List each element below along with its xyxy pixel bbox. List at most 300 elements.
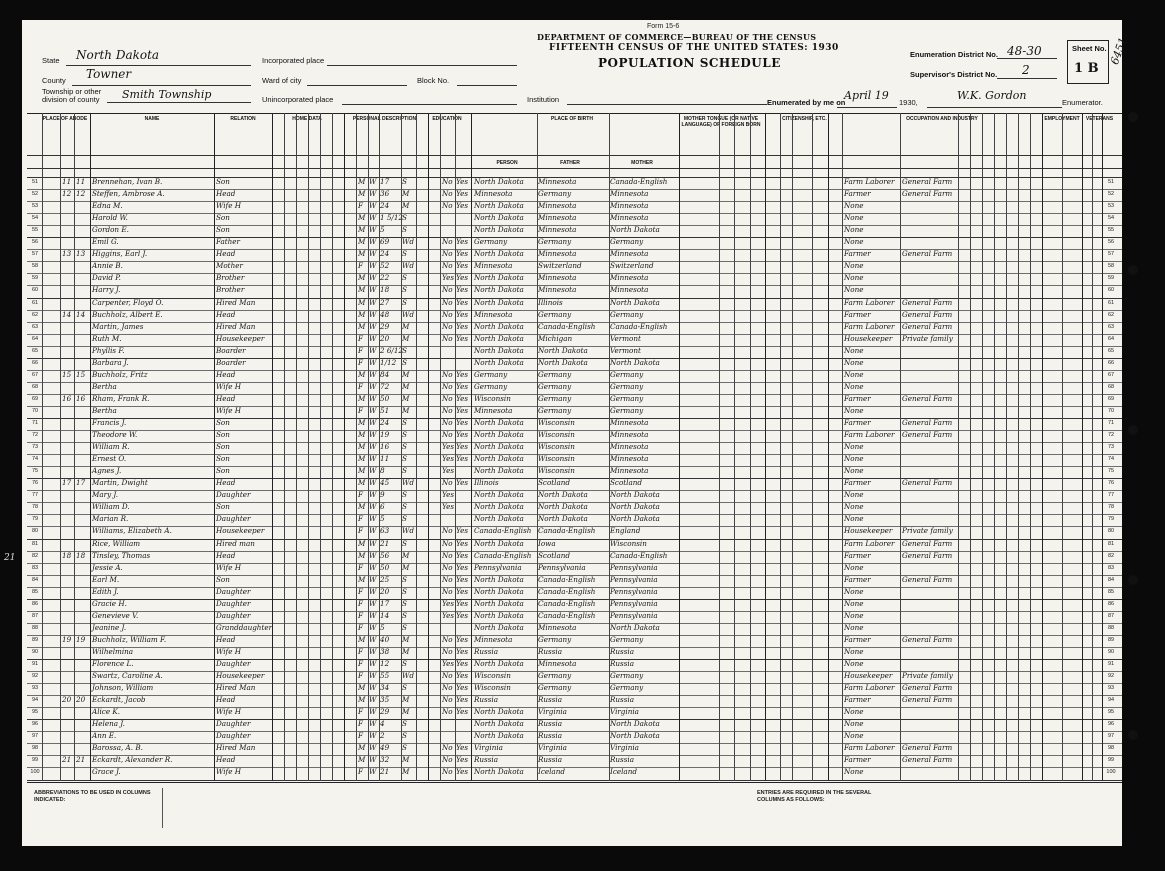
- person-name: Marian R.: [92, 514, 129, 524]
- family-number: 11: [76, 177, 86, 186]
- industry: General Farm: [902, 249, 953, 259]
- race: W: [369, 297, 377, 307]
- read-write: Yes: [456, 610, 469, 620]
- sex: M: [358, 393, 366, 403]
- marital-status: S: [402, 502, 407, 512]
- dwelling-number: 21: [62, 755, 72, 765]
- line-number: 66: [31, 359, 39, 366]
- birthplace-father: Germany: [538, 381, 572, 391]
- marital-status: S: [402, 683, 407, 693]
- form-number: Form 15-6: [647, 23, 680, 30]
- column-rule: [765, 113, 766, 781]
- column-rule: [792, 113, 793, 781]
- relation: Wife H: [216, 767, 242, 777]
- line-number: 53: [31, 203, 39, 210]
- footer-abbreviations: ABBREVIATIONS TO BE USED IN COLUMNS INDICATED:: [34, 790, 151, 803]
- marital-status: S: [402, 598, 407, 608]
- family-number: 16: [76, 393, 86, 403]
- race: W: [369, 634, 377, 644]
- dwelling-number: 11: [62, 177, 72, 186]
- sex: F: [358, 622, 363, 632]
- relation: Son: [216, 225, 230, 235]
- race: W: [369, 177, 377, 186]
- marital-status: S: [402, 659, 407, 668]
- birthplace-father: Germany: [538, 634, 572, 644]
- column-rule: [416, 113, 417, 781]
- binder-hole: [1128, 575, 1138, 585]
- sex: M: [358, 574, 366, 584]
- family-number: 21: [76, 755, 86, 765]
- read-write: Yes: [456, 333, 469, 343]
- marital-status: S: [402, 442, 407, 452]
- attended-school: No: [442, 767, 453, 777]
- birthplace-mother: Vermont: [610, 345, 641, 355]
- birthplace-mother: Minnesota: [610, 213, 649, 223]
- family-number: 15: [76, 369, 86, 379]
- birthplace-father: Minnesota: [538, 273, 577, 283]
- column-rule: [42, 113, 43, 781]
- age: 32: [380, 755, 390, 765]
- marital-status: M: [402, 755, 410, 765]
- marital-status: S: [402, 213, 407, 223]
- occupation: None: [844, 237, 864, 247]
- line-number-right: 71: [1107, 420, 1115, 426]
- line-number-right: 63: [1107, 323, 1115, 330]
- family-number: 17: [76, 478, 86, 488]
- line-number: 56: [31, 239, 39, 246]
- line-number-right: 92: [1107, 673, 1115, 680]
- read-write: Yes: [456, 393, 469, 403]
- race: W: [369, 538, 377, 548]
- person-name: Ann E.: [92, 731, 117, 741]
- age: 22: [380, 273, 390, 283]
- birthplace-mother: Germany: [610, 393, 644, 403]
- age: 34: [380, 683, 390, 693]
- line-number: 90: [31, 648, 39, 655]
- age: 17: [380, 177, 390, 186]
- line-number: 64: [31, 335, 39, 342]
- birthplace-father: Wisconsin: [538, 418, 575, 427]
- enumerated-label: Enumerated by me on: [767, 98, 846, 107]
- birthplace-father: Wisconsin: [538, 430, 575, 440]
- schedule-title: POPULATION SCHEDULE: [598, 56, 781, 70]
- birthplace-father: Germany: [538, 237, 572, 247]
- person-name: Buchholz, William F.: [92, 634, 167, 644]
- age: 40: [380, 634, 390, 644]
- age: 25: [380, 574, 390, 584]
- attended-school: No: [442, 321, 453, 331]
- line-number-right: 59: [1107, 275, 1115, 282]
- race: W: [369, 707, 377, 717]
- line-number-right: 67: [1107, 371, 1115, 378]
- industry: General Farm: [902, 478, 953, 488]
- age: 2 6/12: [380, 345, 403, 355]
- read-write: Yes: [456, 321, 469, 331]
- column-rule: [401, 113, 402, 781]
- line-number-right: 90: [1107, 648, 1115, 655]
- relation: Brother: [216, 273, 245, 283]
- relation: Daughter: [216, 659, 251, 668]
- person-name: Wilhelmina: [92, 646, 134, 656]
- column-rule: [982, 113, 983, 781]
- attended-school: Yes: [442, 454, 455, 464]
- race: W: [369, 430, 377, 440]
- relation: Head: [216, 249, 236, 259]
- line-number: 79: [31, 516, 39, 523]
- birthplace-person: Minnesota: [474, 261, 513, 271]
- birthplace-father: Iowa: [538, 538, 556, 548]
- occupation: None: [844, 610, 864, 620]
- footer-entries: ENTRIES ARE REQUIRED IN THE SEVERAL COLUMNS AS FOLLOWS:: [757, 790, 872, 803]
- birthplace-mother: England: [610, 526, 641, 536]
- enum-district-label: Enumeration District No.: [910, 50, 998, 59]
- marital-status: M: [402, 369, 410, 379]
- section-relation: RELATION: [230, 116, 256, 122]
- birthplace-father: Canada-English: [538, 526, 596, 536]
- birthplace-father: Canada-English: [538, 321, 596, 331]
- section-place-of-birth: PLACE OF BIRTH: [551, 116, 593, 122]
- dwelling-number: 16: [62, 393, 72, 403]
- line-number: 69: [31, 395, 39, 402]
- read-write: Yes: [456, 309, 469, 319]
- race: W: [369, 345, 377, 355]
- birthplace-mother: Virginia: [610, 743, 639, 753]
- relation: Housekeeper: [216, 333, 265, 343]
- race: W: [369, 610, 377, 620]
- column-rule: [1092, 113, 1093, 781]
- marital-status: S: [402, 273, 407, 283]
- dwelling-number: 13: [62, 249, 72, 259]
- race: W: [369, 659, 377, 668]
- binder-hole: [1128, 265, 1138, 275]
- family-number: 20: [76, 695, 86, 705]
- birthplace-mother: Scotland: [610, 478, 642, 488]
- line-number: 59: [31, 275, 39, 282]
- birthplace-father: Illinois: [538, 297, 563, 307]
- birthplace-father: Michigan: [538, 333, 573, 343]
- person-name: Buchholz, Albert E.: [92, 309, 163, 319]
- read-write: Yes: [456, 369, 469, 379]
- race: W: [369, 574, 377, 584]
- birthplace-father: North Dakota: [538, 345, 588, 355]
- relation: Daughter: [216, 586, 251, 596]
- birthplace-person: North Dakota: [474, 225, 524, 235]
- marital-status: Wd: [402, 237, 414, 247]
- age: 1/12: [380, 357, 397, 367]
- birthplace-mother: North Dakota: [610, 490, 660, 500]
- relation: Son: [216, 177, 230, 186]
- person-name: Ruth M.: [92, 333, 122, 343]
- relation: Head: [216, 478, 236, 488]
- read-write: Yes: [456, 285, 469, 295]
- relation: Head: [216, 550, 236, 560]
- age: 20: [380, 586, 390, 596]
- sex: F: [358, 586, 363, 596]
- age: 63: [380, 526, 390, 536]
- birthplace-person: North Dakota: [474, 333, 524, 343]
- line-number: 94: [31, 697, 39, 704]
- birthplace-father: Russia: [538, 695, 563, 705]
- column-rule: [1018, 113, 1019, 781]
- race: W: [369, 490, 377, 500]
- column-rule: [214, 113, 215, 781]
- birthplace-mother: Virginia: [610, 707, 639, 717]
- birthplace-father: Wisconsin: [538, 442, 575, 452]
- birthplace-person: North Dakota: [474, 538, 524, 548]
- race: W: [369, 683, 377, 693]
- occupation: None: [844, 345, 864, 355]
- industry: General Farm: [902, 177, 953, 186]
- marital-status: M: [402, 189, 410, 199]
- attended-school: No: [442, 393, 453, 403]
- birthplace-mother: North Dakota: [610, 357, 660, 367]
- birthplace-father: Germany: [538, 189, 572, 199]
- birthplace-person: North Dakota: [474, 177, 524, 186]
- person-name: Helena J.: [92, 719, 125, 729]
- attended-school: No: [442, 381, 453, 391]
- marital-status: M: [402, 201, 410, 211]
- attended-school: Yes: [442, 502, 455, 512]
- attended-school: Yes: [442, 442, 455, 452]
- read-write: Yes: [456, 598, 469, 608]
- race: W: [369, 309, 377, 319]
- occupation: None: [844, 659, 864, 668]
- birthplace-person: North Dakota: [474, 273, 524, 283]
- occupation: None: [844, 719, 864, 729]
- occupation: Farm Laborer: [844, 297, 895, 307]
- person-name: William R.: [92, 442, 130, 452]
- binder-hole: [1128, 112, 1138, 122]
- sex: M: [358, 177, 366, 186]
- line-number-right: 99: [1107, 757, 1115, 764]
- line-number: 62: [31, 311, 39, 318]
- marital-status: S: [402, 466, 407, 476]
- occupation: None: [844, 381, 864, 391]
- age: 36: [380, 189, 390, 199]
- attended-school: Yes: [442, 610, 455, 620]
- age: 11: [380, 454, 390, 464]
- read-write: Yes: [456, 538, 469, 548]
- person-name: Johnson, William: [92, 683, 154, 693]
- birthplace-person: North Dakota: [474, 285, 524, 295]
- relation: Boarder: [216, 345, 246, 355]
- occupation: None: [844, 442, 864, 452]
- marital-status: S: [402, 430, 407, 440]
- birthplace-mother: Germany: [610, 671, 644, 681]
- enum-district-value: 48-30: [1007, 44, 1042, 58]
- dwelling-number: 18: [62, 550, 72, 560]
- read-write: Yes: [456, 454, 469, 464]
- margin-note: 21: [4, 553, 16, 563]
- race: W: [369, 393, 377, 403]
- birthplace-father: Germany: [538, 369, 572, 379]
- line-number-right: 60: [1107, 287, 1115, 294]
- birthplace-person: North Dakota: [474, 719, 524, 729]
- line-number: 97: [31, 733, 39, 740]
- birth-subhead-father: FATHER: [560, 160, 580, 166]
- birthplace-mother: Pennsylvania: [610, 598, 658, 608]
- person-name: Alice K.: [92, 707, 121, 717]
- relation: Daughter: [216, 598, 251, 608]
- race: W: [369, 502, 377, 512]
- township-value: Smith Township: [122, 88, 212, 101]
- occupation: None: [844, 213, 864, 223]
- birth-subhead-mother: MOTHER: [631, 160, 653, 166]
- sex: M: [358, 249, 366, 259]
- relation: Daughter: [216, 514, 251, 524]
- relation: Son: [216, 502, 230, 512]
- department-title: DEPARTMENT OF COMMERCE—BUREAU OF THE CENSUS: [537, 32, 817, 42]
- marital-status: S: [402, 514, 407, 524]
- birthplace-person: North Dakota: [474, 490, 524, 500]
- occupation: None: [844, 586, 864, 596]
- age: 4: [380, 719, 385, 729]
- industry: Private family: [902, 671, 953, 681]
- birthplace-person: North Dakota: [474, 297, 524, 307]
- relation: Hired Man: [216, 297, 256, 307]
- dwelling-number: 15: [62, 369, 72, 379]
- birthplace-father: Wisconsin: [538, 454, 575, 464]
- sex: M: [358, 743, 366, 753]
- line-number: 75: [31, 468, 39, 475]
- line-number: 81: [31, 540, 39, 547]
- birthplace-father: Minnesota: [538, 285, 577, 295]
- birthplace-person: Germany: [474, 381, 508, 391]
- birthplace-person: North Dakota: [474, 430, 524, 440]
- age: 24: [380, 418, 390, 427]
- line-number: 73: [31, 444, 39, 451]
- line-number-right: 81: [1107, 540, 1115, 547]
- age: 56: [380, 550, 390, 560]
- line-number-right: 58: [1107, 263, 1115, 270]
- line-number: 67: [31, 371, 39, 378]
- birthplace-mother: North Dakota: [610, 297, 660, 307]
- sex: M: [358, 695, 366, 705]
- person-name: Agnes J.: [92, 466, 122, 476]
- state-value: North Dakota: [76, 48, 160, 62]
- birthplace-father: Minnesota: [538, 225, 577, 235]
- industry: General Farm: [902, 189, 953, 199]
- race: W: [369, 405, 377, 415]
- person-name: Williams, Elizabeth A.: [92, 526, 172, 536]
- person-name: Martin, Dwight: [92, 478, 148, 488]
- relation: Son: [216, 430, 230, 440]
- industry: Private family: [902, 526, 953, 536]
- occupation: Farmer: [844, 249, 871, 259]
- sex: M: [358, 683, 366, 693]
- binder-hole: [1128, 425, 1138, 435]
- birthplace-person: North Dakota: [474, 574, 524, 584]
- relation: Head: [216, 695, 236, 705]
- relation: Brother: [216, 285, 245, 295]
- age: 6: [380, 502, 385, 512]
- race: W: [369, 731, 377, 741]
- relation: Son: [216, 213, 230, 223]
- race: W: [369, 381, 377, 391]
- sex: F: [358, 381, 363, 391]
- relation: Daughter: [216, 719, 251, 729]
- line-number: 78: [31, 504, 39, 511]
- birthplace-mother: Wisconsin: [610, 538, 647, 548]
- relation: Wife H: [216, 381, 242, 391]
- attended-school: Yes: [442, 659, 455, 668]
- line-number: 84: [31, 576, 39, 583]
- section-home-data: HOME DATA: [292, 116, 322, 122]
- read-write: Yes: [456, 418, 469, 427]
- occupation: None: [844, 598, 864, 608]
- marital-status: S: [402, 177, 407, 186]
- occupation: Farm Laborer: [844, 683, 895, 693]
- birthplace-mother: North Dakota: [610, 622, 660, 632]
- dwelling-number: 20: [62, 695, 72, 705]
- section-veterans: VETERANS: [1085, 116, 1114, 122]
- birthplace-person: North Dakota: [474, 731, 524, 741]
- sex: M: [358, 369, 366, 379]
- sheet-value: 1 B: [1074, 61, 1099, 76]
- occupation: Farmer: [844, 634, 871, 644]
- sex: F: [358, 671, 363, 681]
- birthplace-person: Wisconsin: [474, 683, 511, 693]
- line-number: 68: [31, 383, 39, 390]
- sex: M: [358, 309, 366, 319]
- occupation: None: [844, 261, 864, 271]
- relation: Son: [216, 574, 230, 584]
- age: 29: [380, 707, 390, 717]
- birthplace-mother: Minnesota: [610, 442, 649, 452]
- family-number: 12: [76, 189, 86, 199]
- birthplace-person: North Dakota: [474, 357, 524, 367]
- age: 18: [380, 285, 390, 295]
- line-number-right: 61: [1107, 299, 1115, 306]
- age: 50: [380, 393, 390, 403]
- read-write: Yes: [456, 707, 469, 717]
- sex: M: [358, 418, 366, 427]
- sex: F: [358, 345, 363, 355]
- section-mother-tongue: MOTHER TONGUE (OR NATIVE LANGUAGE) OF FOREIGN BORN: [681, 116, 761, 128]
- read-write: Yes: [456, 743, 469, 753]
- family-number: 19: [76, 634, 86, 644]
- birthplace-mother: Vermont: [610, 333, 641, 343]
- marital-status: S: [402, 622, 407, 632]
- line-number-right: 74: [1107, 456, 1115, 463]
- birthplace-father: Germany: [538, 309, 572, 319]
- occupation: Farm Laborer: [844, 430, 895, 440]
- column-rule: [780, 113, 781, 781]
- line-number-right: 100: [1106, 769, 1116, 776]
- marital-status: Wd: [402, 526, 414, 536]
- birthplace-person: North Dakota: [474, 707, 524, 717]
- age: 24: [380, 201, 390, 211]
- column-rule: [440, 113, 441, 781]
- age: 19: [380, 430, 390, 440]
- dwelling-number: 19: [62, 634, 72, 644]
- birthplace-person: North Dakota: [474, 610, 524, 620]
- race: W: [369, 189, 377, 199]
- occupation: Farm Laborer: [844, 743, 895, 753]
- relation: Wife H: [216, 646, 242, 656]
- occupation: None: [844, 707, 864, 717]
- read-write: Yes: [456, 249, 469, 259]
- birthplace-person: North Dakota: [474, 201, 524, 211]
- line-number: 87: [31, 612, 39, 619]
- occupation: Farmer: [844, 755, 871, 765]
- column-rule: [284, 113, 285, 781]
- county-value: Towner: [86, 67, 132, 81]
- column-rule: [719, 113, 720, 781]
- race: W: [369, 454, 377, 464]
- column-rule: [970, 113, 971, 781]
- birthplace-father: Canada-English: [538, 574, 596, 584]
